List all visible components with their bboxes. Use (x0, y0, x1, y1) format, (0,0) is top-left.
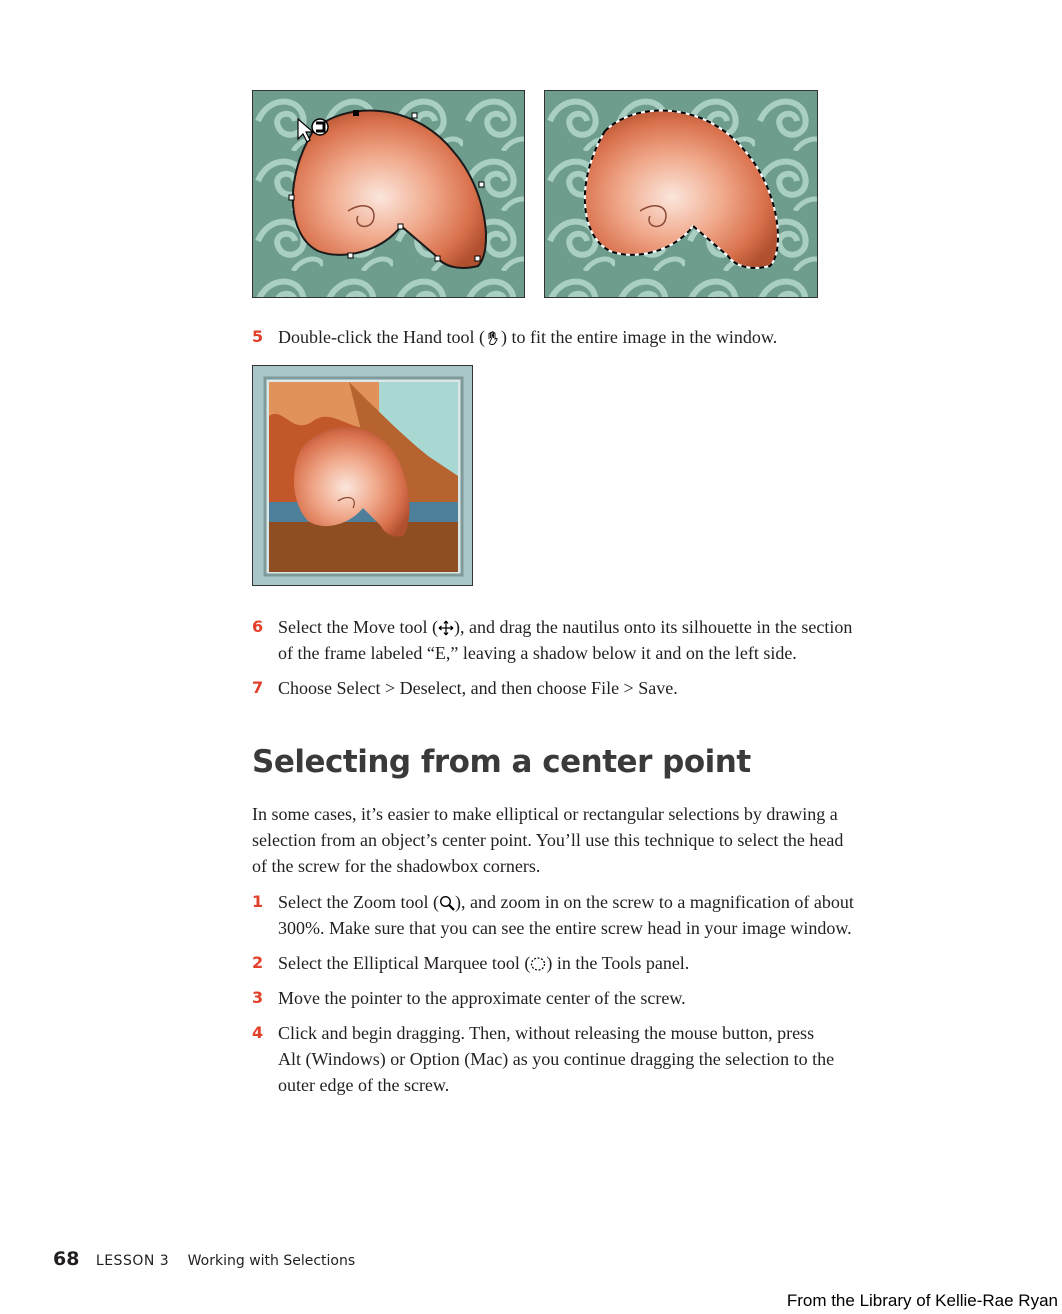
step-number: 4 (252, 1023, 264, 1042)
section-intro: In some cases, it’s easier to make elliptical or rectangular selections by drawing a selection from an object’s center point. You’ll use this technique to select the head of the screw for the shadowbox corners. (252, 804, 844, 876)
hand-icon (485, 330, 501, 346)
step-number: 3 (252, 988, 264, 1007)
shell-lasso-illustration (253, 91, 525, 298)
shadowbox-illustration (253, 366, 473, 586)
move-icon (438, 620, 454, 636)
section-heading: Selecting from a center point (252, 744, 751, 780)
page-number: 68 (53, 1248, 80, 1270)
zoom-icon (439, 895, 455, 911)
page-footer (53, 1248, 355, 1270)
figure-completed-selection (544, 90, 818, 298)
step-number: 7 (252, 678, 264, 697)
step-number: 1 (252, 892, 264, 911)
step-number: 6 (252, 617, 264, 636)
step-number: 2 (252, 953, 264, 972)
lesson-title: Working with Selections (187, 1253, 356, 1269)
step-number: 5 (252, 327, 264, 346)
figure-fit-window (252, 365, 473, 586)
elliptical-marquee-icon (530, 956, 546, 972)
figure-lasso-selection (252, 90, 525, 298)
lesson-label: LESSON 3 (95, 1253, 170, 1269)
library-watermark: From the Library of Kellie-Rae Ryan (786, 1291, 1058, 1310)
shell-selected-illustration (545, 91, 818, 298)
